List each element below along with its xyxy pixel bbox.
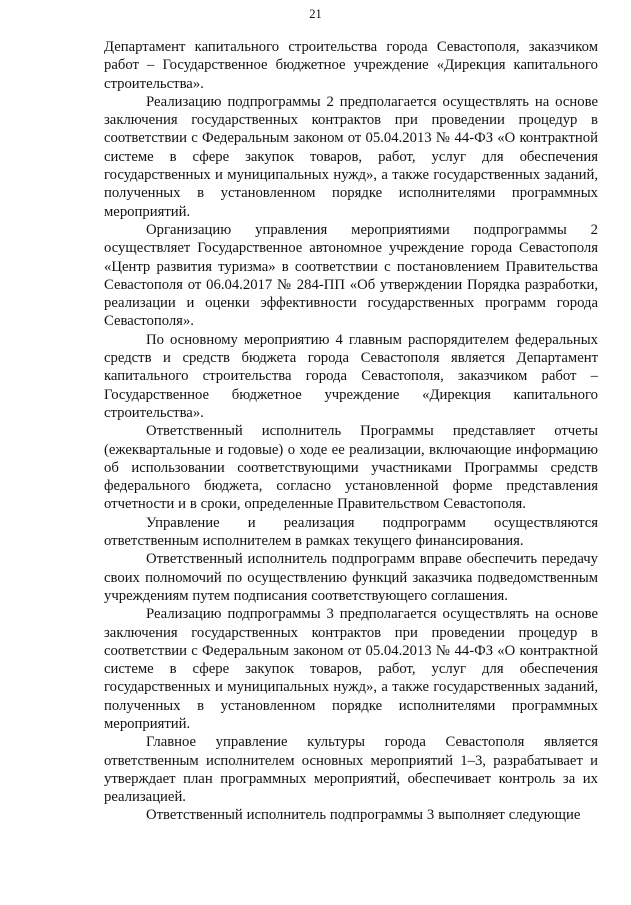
paragraph-7: Ответственный исполнитель подпрограмм вправе обеспечить передачу своих полномочий по осуществлению функций заказчика подведомственным учреждениям путем подписания соответствующего соглашения.: [104, 551, 598, 604]
page-number: 21: [309, 7, 322, 21]
paragraph-5: Ответственный исполнитель Программы представляет отчеты (ежеквартальные и годовые) о ходе ее реализации, включающие информацию об использовании соответствующими участниками Программы средств федерального бюджета, согласно установленной форме представления отчетности и в сроки, определенные Правительством Севастополя.: [104, 423, 598, 513]
paragraph-8: Реализацию подпрограммы 3 предполагается осуществлять на основе заключения государственных контрактов при проведении процедур в соответствии с Федеральным законом от 05.04.2013 № 44-ФЗ «О контрактной системе в сфере закупок товаров, работ, услуг для обеспечения государственных и муниципальных нужд», а также государственных заданий, полученных в установленном порядке исполнителями программных мероприятий.: [104, 606, 598, 732]
paragraph-9: Главное управление культуры города Севастополя является ответственным исполнителем основных мероприятий 1–3, разрабатывает и утверждает план программных мероприятий, обеспечивает контроль за их реализацией.: [104, 734, 598, 806]
paragraph-10: Ответственный исполнитель подпрограммы 3 выполняет следующие: [146, 807, 581, 824]
paragraph-1: Департамент капитального строительства города Севастополя, заказчиком работ – Государственное бюджетное учреждение «Дирекция капитального строительства».: [104, 39, 598, 92]
paragraph-3: Организацию управления мероприятиями подпрограммы 2 осуществляет Государственное автономное учреждение города Севастополя «Центр развития туризма» в соответствии с постановлением Правительства Севастополя от 06.04.2017 № 284-ПП «Об утверждении Порядка разработки, реализации и оценки эффективности государственных программ города Севастополя».: [104, 221, 598, 330]
paragraph-2: Реализацию подпрограммы 2 предполагается осуществлять на основе заключения государственных контрактов при проведении процедур в соответствии с Федеральным законом от 05.04.2013 № 44-ФЗ «О контрактной системе в сфере закупок товаров, работ, услуг для обеспечения государственных и муниципальных нужд», а также государственных заданий, полученных в установленном порядке исполнителями программных мероприятий.: [104, 93, 598, 220]
paragraph-4: По основному мероприятию 4 главным распорядителем федеральных средств и средств бюджета города Севастополя является Департамент капитального строительства города Севастополя, заказчиком работ – Государственное бюджетное учреждение «Дирекция капитального строительства».: [104, 331, 598, 421]
paragraph-6: Управление и реализация подпрограмм осуществляются ответственным исполнителем в рамках текущего финансирования.: [104, 514, 598, 550]
document-body: [104, 38, 598, 825]
